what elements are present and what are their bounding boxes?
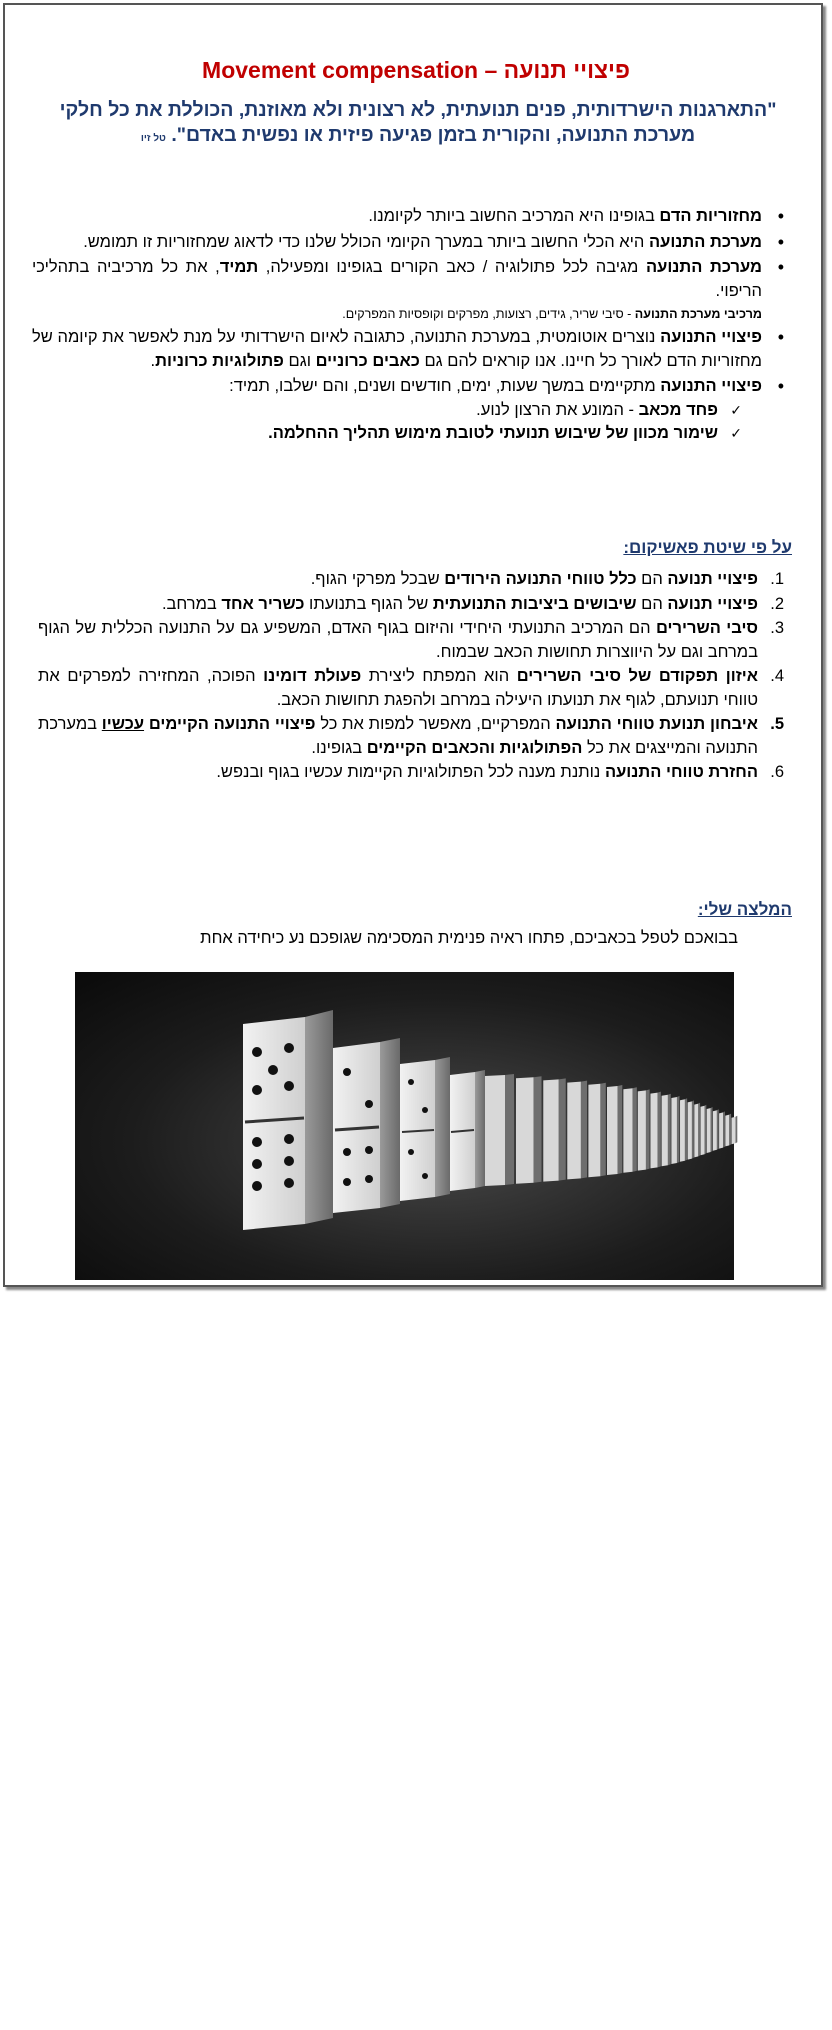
- domino-photo: [75, 972, 734, 2030]
- domino-tile: [725, 1115, 729, 1147]
- list-item: [32, 422, 762, 446]
- domino-tile: [588, 1084, 600, 1177]
- recommendation-heading: המלצה שלי:: [697, 900, 792, 919]
- item-text: הוא המפתח ליצירת: [361, 667, 517, 685]
- item-text: שבכל מפרקי הגוף.: [310, 570, 445, 588]
- bullet-bold: מחזוריות הדם: [659, 207, 762, 225]
- page-title: Movement compensation – פיצויי תנועה: [202, 57, 630, 83]
- item-number: 2.: [770, 594, 784, 613]
- bullet-text: נוצרים אוטומטית, במערכת התנועה, כתגובה לאיום הישרדותי על מנת לאפשר את קיומה של מחזוריות הדם לאורך כל חיינו. אנו קוראים להם גם: [32, 328, 762, 370]
- item-bold: עכשיו: [101, 715, 145, 733]
- bullet-text: בגופינו היא המרכיב החשוב ביותר לקיומנו.: [368, 207, 660, 225]
- domino-tile: [671, 1097, 677, 1164]
- item-bold: שיבושים ביציבות התנועתית: [432, 594, 637, 613]
- item-number: 1.: [770, 570, 784, 588]
- bullet-bold: מערכת התנועה: [645, 258, 763, 276]
- domino-tile: [623, 1088, 632, 1173]
- domino-side: [677, 1096, 680, 1163]
- list-item: [32, 231, 762, 255]
- item-text: המפרקיים, מאפשר למפות את כל: [315, 715, 556, 733]
- bullet-bold: מרכיבי מערכת התנועה: [634, 307, 762, 321]
- domino-tile: [516, 1077, 534, 1184]
- item-bold: הפתולוגיות והכאבים הקיימים: [366, 738, 583, 757]
- bullet-bold: פיצויי התנועה: [660, 377, 762, 395]
- domino-tile: [680, 1099, 685, 1162]
- bullet-text: מתקיימים במשך שעות, ימים, חודשים ושנים, והם ישלבו, תמיד:: [229, 377, 661, 395]
- bullet-list: [32, 205, 784, 448]
- list-item: [38, 593, 784, 617]
- bullet-bold: פיצויי התנועה: [660, 328, 762, 346]
- domino-side: [633, 1087, 637, 1172]
- item-text: נותנת מענה לכל הפתולוגיות הקיימות עכשיו בגוף ובנפש.: [216, 763, 605, 781]
- domino-side: [723, 1111, 725, 1147]
- bullet-bold: כאבים כרוניים: [315, 351, 420, 370]
- domino-side: [692, 1100, 694, 1158]
- domino-tile: [713, 1110, 717, 1151]
- domino-side: [698, 1103, 700, 1157]
- bullet-bold: פתולוגיות כרוניות: [155, 351, 284, 370]
- domino-tile: [662, 1095, 668, 1166]
- definition-quote: [48, 98, 788, 151]
- bullet-text: .: [150, 351, 156, 370]
- domino-side: [646, 1089, 650, 1169]
- domino-side: [729, 1114, 731, 1146]
- checkmark-icon: ✓: [730, 425, 742, 441]
- domino-tile: [485, 1075, 505, 1186]
- list-item: [38, 761, 784, 785]
- item-bold: החזרת טווחי התנועה: [604, 763, 758, 781]
- check-list: [32, 399, 762, 446]
- domino-tile: [732, 1117, 736, 1144]
- item-text: בגופינו.: [311, 738, 367, 757]
- list-item: [32, 399, 762, 423]
- item-bold: פיצויי תנועה: [667, 570, 758, 588]
- item-bold: כלל טווחי התנועה הירודים: [444, 570, 637, 588]
- quote-text: "התארגנות הישרדותית, פנים תנועתית, לא רצונית ולא מאוזנת, הכוללת את כל חלקי מערכת התנועה, והקורית בזמן פגיעה פיזית או נפשית באדם".: [59, 99, 777, 146]
- item-bold: איזון תפקודם של סיבי השרירים: [516, 667, 758, 685]
- list-item: [32, 205, 762, 229]
- list-item: [32, 326, 762, 373]
- list-item: [38, 665, 784, 712]
- domino-side: [658, 1092, 661, 1168]
- bullet-text: וגם: [283, 351, 316, 370]
- check-bold: פחד מכאב: [638, 400, 718, 419]
- domino-tile: [543, 1079, 558, 1181]
- bullet-text: - סיבי שריר, גידים, רצועות, מפרקים וקופסיות המפרקים.: [342, 307, 635, 321]
- list-item: [32, 305, 762, 324]
- domino-tile: [688, 1101, 692, 1159]
- domino-tile: [719, 1112, 723, 1148]
- domino-side: [600, 1083, 605, 1176]
- list-item: [38, 617, 784, 664]
- domino-side: [618, 1085, 623, 1174]
- item-text: הם: [636, 570, 668, 588]
- checkmark-icon: ✓: [730, 401, 742, 418]
- bullet-bold: מערכת התנועה: [648, 232, 762, 251]
- domino-illustration: [75, 972, 734, 1280]
- domino-tile: [701, 1106, 705, 1155]
- numbered-list: [38, 568, 784, 786]
- domino-side: [736, 1116, 738, 1143]
- item-text: הם: [636, 594, 668, 613]
- domino-side: [711, 1107, 713, 1152]
- item-text: במערכת התנועה והמייצגים את כל: [38, 715, 758, 757]
- domino-side: [685, 1098, 687, 1161]
- domino-side: [505, 1074, 514, 1185]
- item-number: 6.: [770, 763, 784, 781]
- bullet-bold: תמיד: [219, 258, 259, 276]
- domino-tile: [567, 1082, 581, 1180]
- photo-caption: טל זיו – שיטת פאשיקום® - שיקום תנועתי אורטופדי: [212, 2013, 552, 2030]
- domino-tile: [650, 1093, 657, 1169]
- item-bold: סיבי השרירים: [655, 619, 758, 637]
- item-bold: פיצויי תנועה: [667, 594, 758, 613]
- list-item: [32, 256, 762, 303]
- item-text: הפוכה, המחזירה למפרקים את טווחי תנועתם, לגוף את תנועתו היעילה במרחב ולהפגת תחושות הכאב.: [38, 667, 758, 709]
- item-bold: פעולת דומינו: [263, 667, 362, 685]
- item-text: הם המרכיב התנועתי היחידי והיזום בגוף האדם, המשפיע גם על התנועה הכללית של הגוף במרחב וגם על היווצרות תחושות הכאב שבמוח.: [38, 619, 758, 661]
- domino-side: [705, 1105, 707, 1154]
- recommendation-text: בבואכם לטפל בכאביכם, פתחו ראיה פנימית המסכימה שגופכם נע כיחידה אחת: [200, 929, 738, 947]
- domino-tile: [638, 1090, 646, 1170]
- item-text: במרחב.: [161, 594, 222, 613]
- item-text: של הגוף בתנועתו: [304, 594, 433, 613]
- item-bold: פיצויי התנועה הקיימים: [148, 715, 316, 733]
- domino-tile: [607, 1086, 618, 1175]
- quote-author: טל זיו: [140, 133, 166, 144]
- domino-side: [559, 1078, 566, 1180]
- domino-side: [581, 1081, 587, 1179]
- domino-side: [717, 1109, 719, 1150]
- bullet-text: היא הכלי החשוב ביותר במערך הקיומי הכולל שלנו כדי לדאוג שמחזוריות זו תמומש.: [83, 232, 649, 251]
- check-bold: שימור מכוון של שיבוש תנועתי לטובת מימוש תהליך ההחלמה.: [268, 424, 718, 442]
- list-item: [32, 375, 762, 446]
- check-text: - המונע את הרצון לנוע.: [476, 400, 639, 419]
- bullet-text: מגיבה לכל פתולוגיה / כאב הקורים בגופינו ומפעילה,: [258, 258, 646, 276]
- item-bold: כשריר אחד: [221, 594, 305, 613]
- item-bold: איבחון תנועת טווחי התנועה: [555, 715, 758, 733]
- list-item: [38, 713, 784, 760]
- list-item: [38, 568, 784, 592]
- item-number: 5.: [770, 715, 784, 733]
- domino-side: [534, 1076, 542, 1183]
- item-number: 4.: [770, 667, 784, 685]
- method-heading: על פי שיטת פאשיקום:: [623, 538, 792, 557]
- domino-tile: [707, 1108, 711, 1153]
- item-number: 3.: [770, 619, 784, 637]
- domino-tile: [694, 1104, 698, 1158]
- bullet-text: , את כל מרכיביה בתהליכי הריפוי.: [32, 258, 762, 300]
- domino-side: [668, 1094, 671, 1165]
